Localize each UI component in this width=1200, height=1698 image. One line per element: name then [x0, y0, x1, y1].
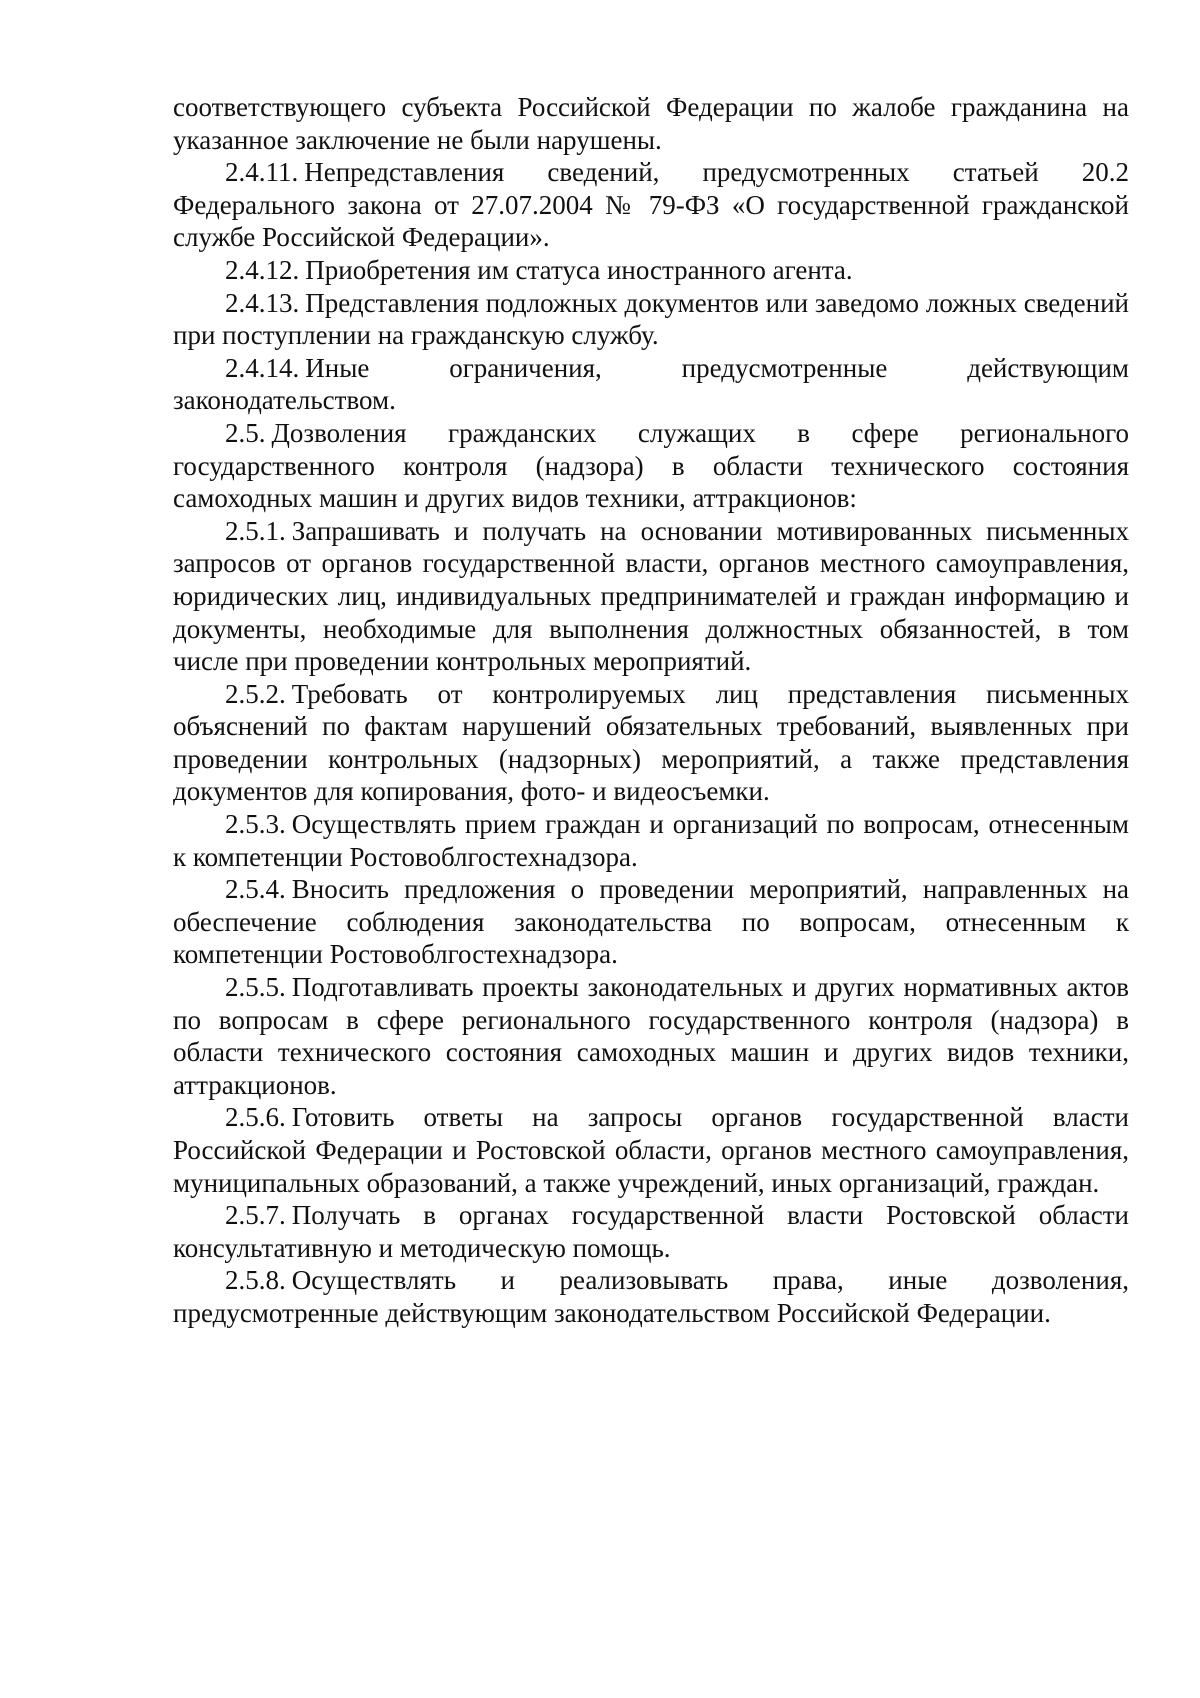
paragraph-text: Вносить предложения о проведении мероприятий, направленных на обеспечение соблюдения законодательства по вопросам, отнесенным к компетенции Ростовоблгостехнадзора. [173, 874, 1129, 970]
paragraph-number: 2.5.5. [225, 972, 286, 1003]
paragraph-2-5 [173, 417, 1129, 515]
paragraph-number: 2.4.11. [225, 157, 299, 188]
paragraph-text: Представления подложных документов или заведомо ложных сведений при поступлении на гражданскую службу. [173, 287, 1129, 351]
paragraph-2-5-4 [173, 873, 1129, 971]
paragraph-number: 2.4.14. [225, 352, 300, 383]
paragraph-number: 2.5. [225, 417, 266, 448]
paragraph-text: Дозволения гражданских служащих в сфере регионального государственного контроля (надзора) в области технического состояния самоходных машин и других видов техники, аттракционов: [173, 417, 1129, 514]
paragraph-number: 2.5.4. [225, 874, 286, 905]
paragraph-text: Готовить ответы на запросы органов государственной власти Российской Федерации и Ростовской области, органов местного самоуправления, муниципальных образований, а также учреждений, иных организаций, граждан. [173, 1102, 1129, 1198]
paragraph-text: Иные ограничения, предусмотренные действующим законодательством. [173, 352, 1129, 416]
paragraph-2-4-12 [173, 254, 1129, 287]
paragraph-2-5-5 [173, 971, 1129, 1101]
document-page [173, 91, 1129, 1330]
paragraph-text: Запрашивать и получать на основании мотивированных письменных запросов от органов государственной власти, органов местного самоуправления, юридических лиц, индивидуальных предпринимателей и граждан информацию и документы, необходимые для выполнения должностных обязанностей, в том числе при проведении контрольных мероприятий. [173, 515, 1129, 677]
paragraph-text: Подготавливать проекты законодательных и других нормативных актов по вопросам в сфере регионального государственного контроля (надзора) в области технического состояния самоходных машин и других видов техники, аттракционов. [173, 972, 1129, 1100]
paragraph-2-4-13 [173, 287, 1129, 352]
paragraph-text: соответствующего субъекта Российской Федерации по жалобе гражданина на указанное заключение не были нарушены. [173, 92, 1129, 155]
paragraph-number: 2.5.2. [225, 678, 286, 709]
paragraph-2-5-7 [173, 1199, 1129, 1264]
paragraph-2-4-14 [173, 352, 1129, 417]
paragraph-number: 2.5.7. [225, 1200, 286, 1231]
paragraph-2-5-3 [173, 808, 1129, 873]
paragraph-text: Непредставления сведений, предусмотренных статьей 20.2 Федерального закона от 27.07.2004 № 79-ФЗ «О государственной гражданской службе Российской Федерации». [173, 157, 1129, 253]
paragraph-text: Приобретения им статуса иностранного агента. [305, 254, 853, 285]
paragraph-2-5-2 [173, 678, 1129, 808]
paragraph-number: 2.5.6. [225, 1102, 286, 1133]
paragraph-continuation [173, 91, 1129, 156]
paragraph-text: Осуществлять и реализовывать права, иные дозволения, предусмотренные действующим законодательством Российской Федерации. [173, 1265, 1129, 1328]
paragraph-number: 2.5.1. [225, 515, 286, 546]
paragraph-text: Требовать от контролируемых лиц представления письменных объяснений по фактам нарушений обязательных требований, выявленных при проведении контрольных (надзорных) мероприятий, а также представления документов для копирования, фото- и видеосъемки. [173, 678, 1129, 807]
paragraph-number: 2.4.12. [225, 254, 300, 285]
paragraph-text: Получать в органах государственной власти Ростовской области консультативную и методическую помощь. [173, 1200, 1129, 1263]
paragraph-number: 2.5.8. [225, 1265, 286, 1296]
paragraph-number: 2.5.3. [225, 809, 286, 840]
paragraph-2-5-8 [173, 1264, 1129, 1329]
paragraph-2-5-6 [173, 1101, 1129, 1199]
paragraph-2-5-1 [173, 515, 1129, 678]
paragraph-text: Осуществлять прием граждан и организаций по вопросам, отнесенным к компетенции Ростовоблгостехнадзора. [173, 809, 1129, 872]
paragraph-2-4-11 [173, 156, 1129, 254]
paragraph-number: 2.4.13. [225, 287, 300, 318]
